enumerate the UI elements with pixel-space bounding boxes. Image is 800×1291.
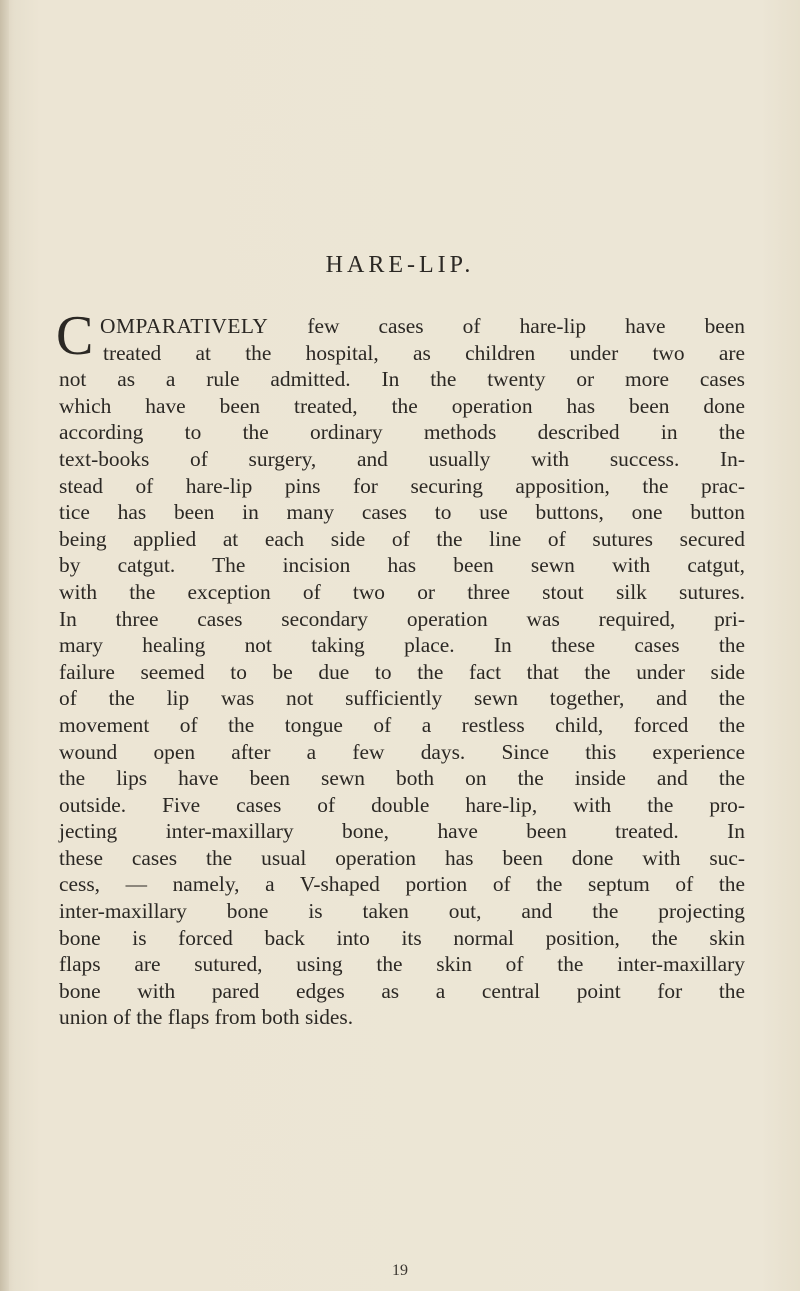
page-gutter-edge [0, 0, 9, 1291]
text-line: failure seemed to be due to the fact that the under side [59, 659, 745, 684]
text-line: wound open after a few days. Since this experience [59, 739, 745, 764]
text-line: bone is forced back into its normal position, the skin [59, 925, 745, 950]
text-line: jecting inter-maxillary bone, have been treated. In [59, 819, 745, 844]
page-number: 19 [392, 1262, 408, 1279]
body-paragraph [59, 313, 745, 1031]
text-line: stead of hare-lip pins for securing apposition, the prac- [59, 473, 745, 498]
text-line: not as a rule admitted. In the twenty or more cases [59, 367, 745, 392]
first-line-rest: few cases of hare-lip have been [307, 314, 745, 338]
text-line: treated at the hospital, as children under two are [103, 340, 745, 365]
text-line: of the lip was not sufficiently sewn together, and the [59, 686, 745, 711]
text-line: being applied at each side of the line of sutures secured [59, 526, 745, 551]
text-line: by catgut. The incision has been sewn with catgut, [59, 553, 745, 578]
text-line: outside. Five cases of double hare-lip, with the pro- [59, 792, 745, 817]
text-line: these cases the usual operation has been done with suc- [59, 845, 745, 870]
chapter-title: HARE-LIP. [325, 252, 475, 278]
text-line: In three cases secondary operation was required, pri- [59, 606, 745, 631]
text-line: mary healing not taking place. In these cases the [59, 633, 745, 658]
drop-cap-letter: C [56, 305, 94, 367]
first-line-caps: OMPARATIVELY [100, 314, 269, 338]
text-line: tice has been in many cases to use buttons, one button [59, 500, 745, 525]
text-line: the lips have been sewn both on the inside and the [59, 766, 745, 791]
text-line: union of the flaps from both sides. [59, 1005, 354, 1030]
text-line: movement of the tongue of a restless child, forced the [59, 712, 745, 737]
text-line: which have been treated, the operation has been done [59, 393, 745, 418]
text-line: bone with pared edges as a central point for the [59, 978, 745, 1003]
text-line: cess, — namely, a V-shaped portion of the septum of the [59, 872, 745, 897]
text-line: according to the ordinary methods described in the [59, 420, 745, 445]
text-line: flaps are sutured, using the skin of the inter-maxillary [59, 952, 745, 977]
text-line: with the exception of two or three stout silk sutures. [59, 579, 745, 604]
text-line: text-books of surgery, and usually with success. In- [59, 446, 745, 471]
text-line: inter-maxillary bone is taken out, and the projecting [59, 899, 745, 924]
